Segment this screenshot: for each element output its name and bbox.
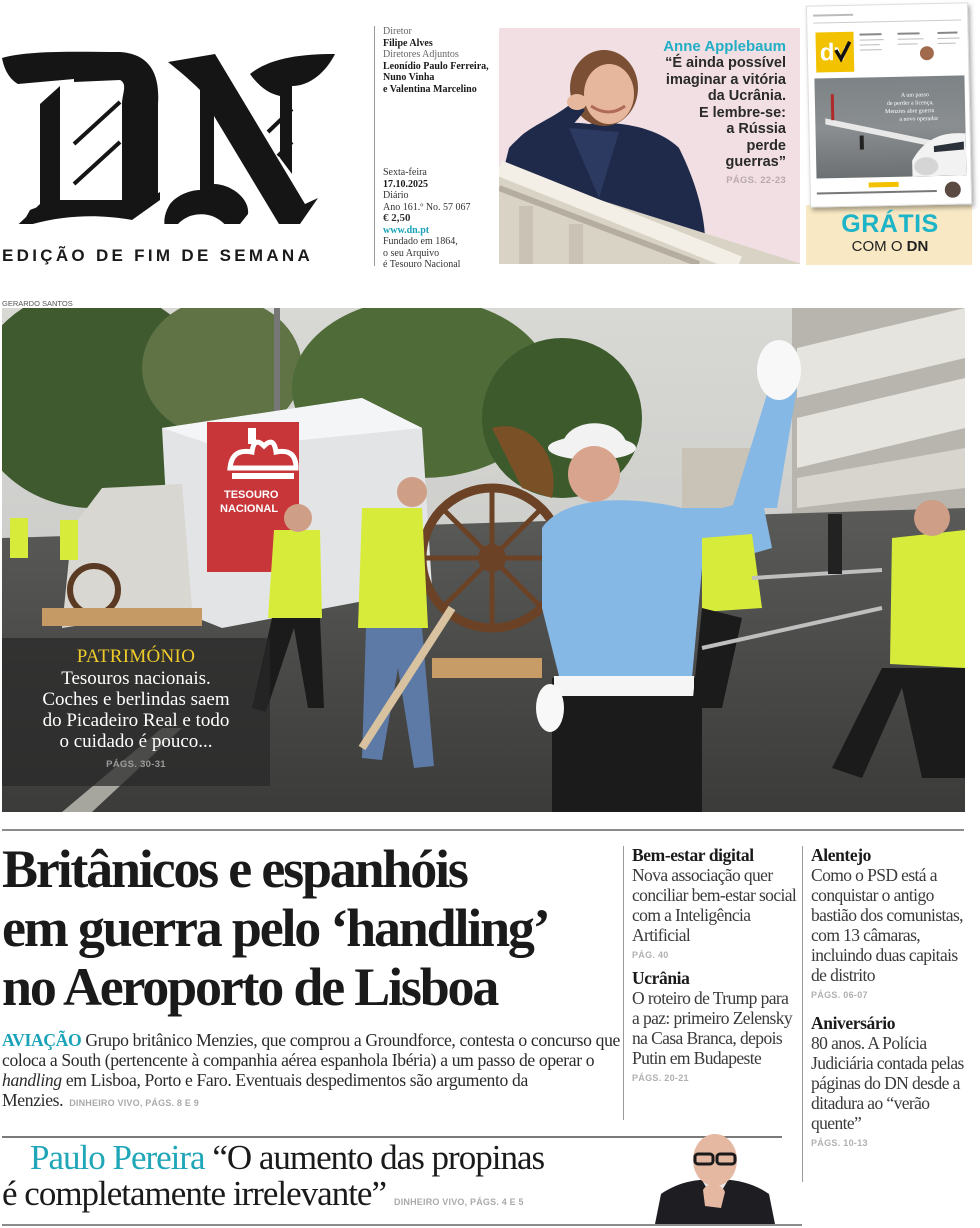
brief-body: O roteiro de Trump para a paz: primeiro Zelensky na Casa Branca, depois Putin em Budapeste [632, 988, 793, 1068]
quote-line: “É ainda possível [665, 55, 786, 71]
publication-type: Diário [383, 190, 409, 201]
deputies-label: Diretores Adjuntos [383, 49, 459, 60]
text-line [898, 43, 918, 44]
svg-text:NACIONAL: NACIONAL [220, 503, 279, 515]
brief-title: Alentejo [811, 845, 871, 865]
brief-item[interactable] [811, 1014, 974, 1148]
dn-logo[interactable] [0, 24, 345, 224]
brief-item[interactable] [632, 846, 798, 960]
headline-line: no Aeroporto de Lisboa [2, 957, 498, 1017]
quote-line: E lembre-se: [698, 104, 786, 121]
text-line [898, 38, 924, 40]
avatar [920, 46, 934, 60]
editorial-credits [374, 26, 498, 270]
avatar [945, 182, 961, 198]
story-text: Tesouros nacionais. [61, 668, 211, 689]
with-dn-label [800, 238, 980, 255]
divider [813, 14, 853, 17]
price: € 2,50 [383, 212, 411, 224]
svg-text:Menzies abre guerra: Menzies abre guerra [885, 108, 935, 116]
brief-body: 80 anos. A Polícia Judiciária contada pelas páginas do DN desde a ditadura ao “verão quente” [811, 1033, 964, 1133]
blackletter-dn-logo-icon [0, 24, 345, 224]
founded-note: é Tesouro Nacional [383, 259, 461, 270]
founded-note: o seu Arquivo [383, 247, 440, 259]
quote-line: guerras” [725, 154, 786, 170]
main-headline[interactable] [2, 840, 622, 1017]
brief-body: Nova associação quer conciliar bem-estar social com a Inteligência Artificial [632, 865, 797, 945]
portrait-photo-icon [655, 1128, 775, 1224]
photo-credit: GERARDO SANTOS [2, 299, 73, 308]
edition-label: EDIÇÃO DE FIM DE SEMANA [2, 246, 314, 265]
issue-info [383, 167, 471, 271]
supplement-cover-thumbnail [806, 2, 972, 207]
dinheiro-vivo-supplement[interactable] [800, 0, 980, 266]
svg-text:A um passo: A um passo [900, 92, 929, 99]
page-reference: PÁGS. 30-31 [106, 759, 166, 770]
svg-text:de perder a licença,: de perder a licença, [886, 100, 934, 108]
teaser-text [616, 38, 786, 186]
svg-text:a novo operador: a novo operador [899, 115, 939, 123]
text-line [938, 38, 960, 39]
brief-title: Bem-estar digital [632, 845, 754, 865]
page-reference: PÁGS. 22-23 [726, 174, 786, 186]
text-line [938, 43, 956, 44]
story-text: Coches e berlindas saem [42, 689, 230, 710]
headline-line: em guerra pelo ‘handling’ [2, 898, 549, 958]
director-label: Diretor [383, 26, 412, 37]
founded-note: Fundado em 1864, [383, 236, 458, 247]
free-label: GRÁTIS [841, 210, 939, 238]
text-line [817, 190, 937, 194]
deputy-name: Nuno Vinha [383, 72, 435, 83]
text-line [860, 49, 882, 50]
weekday: Sexta-feira [383, 167, 427, 178]
brief-title: Ucrânia [632, 968, 690, 988]
interviewee-portrait [655, 1128, 775, 1224]
briefs-column-1 [623, 846, 798, 1120]
source-reference: DINHEIRO VIVO, PÁGS. 4 E 5 [394, 1197, 524, 1207]
lede-italic: handling [2, 1070, 62, 1090]
text-line [860, 44, 880, 45]
quote-line: imaginar a vitória [665, 71, 786, 88]
page-reference: PÁG. 40 [632, 950, 669, 960]
divider [2, 1224, 802, 1226]
brief-item[interactable] [811, 846, 974, 1000]
heritage-story-box[interactable] [2, 638, 270, 786]
text-line [860, 39, 884, 41]
quote-line [2, 1176, 640, 1220]
story-kicker: AVIAÇÃO [2, 1030, 82, 1050]
lede-text: Grupo britânico Menzies, que comprou a Groundforce, contesta o concurso que coloca a South (pertencente à companhia aérea espanhola Ibéria) a um passo de operar o [2, 1030, 621, 1070]
svg-text:TESOURO: TESOURO [224, 489, 279, 501]
director-name: Filipe Alves [383, 37, 433, 49]
svg-text:dv: dv [819, 38, 849, 67]
deputy-name: e Valentina Marcelino [383, 83, 477, 95]
quote-text: é completamente irrelevante” [2, 1174, 386, 1213]
text-line [937, 32, 957, 34]
interview-teaser[interactable] [2, 1138, 640, 1220]
lede-text: em Lisboa, Porto e Faro. Eventuais despedimentos são argumento da Menzies. [2, 1070, 528, 1110]
story-text: do Picadeiro Real e todo [42, 710, 230, 731]
story-text: o cuidado é pouco... [59, 731, 213, 752]
airplane-photo [814, 75, 966, 178]
kicker-tag [869, 182, 899, 188]
issue-date: 17.10.2025 [383, 178, 428, 190]
main-story-lede [2, 1030, 622, 1113]
divider [813, 19, 961, 23]
headline-line: Britânicos e espanhóis [2, 839, 467, 899]
dv-logo-icon [815, 32, 854, 73]
applebaum-teaser[interactable] [499, 28, 802, 264]
brief-body: Como o PSD está a conquistar o antigo bastião dos comunistas, com 13 câmaras, incluindo duas capitais de distrito [811, 865, 963, 985]
interviewee-name: Paulo Pereira [30, 1138, 205, 1177]
source-reference: DINHEIRO VIVO, PÁGS. 8 E 9 [69, 1098, 199, 1108]
quote-line: a Rússia [726, 121, 786, 137]
divider [2, 829, 964, 831]
with-label: COM O [851, 238, 903, 255]
website-link[interactable]: www.dn.pt [383, 224, 430, 236]
page-reference: PÁGS. 06-07 [811, 990, 868, 1000]
hero-photo[interactable] [2, 308, 965, 812]
text-line [859, 33, 881, 35]
page-reference: PÁGS. 20-21 [632, 1073, 689, 1083]
deputy-name: Leonídio Paulo Ferreira, [383, 60, 489, 72]
dn-label: DN [906, 238, 929, 255]
story-kicker: PATRIMÓNIO [76, 646, 196, 667]
briefs-column-2 [802, 846, 974, 1182]
quote-text: “O aumento das propinas [204, 1138, 545, 1177]
interviewee-name: Anne Applebaum [663, 38, 786, 55]
brief-title: Aniversário [811, 1013, 896, 1033]
quote-line: perde [746, 137, 786, 154]
text-line [897, 32, 919, 34]
issue-number: Ano 161.º No. 57 067 [383, 201, 471, 213]
quote-line: da Ucrânia. [707, 88, 786, 104]
brief-item[interactable] [632, 969, 798, 1083]
page-reference: PÁGS. 10-13 [811, 1138, 868, 1148]
